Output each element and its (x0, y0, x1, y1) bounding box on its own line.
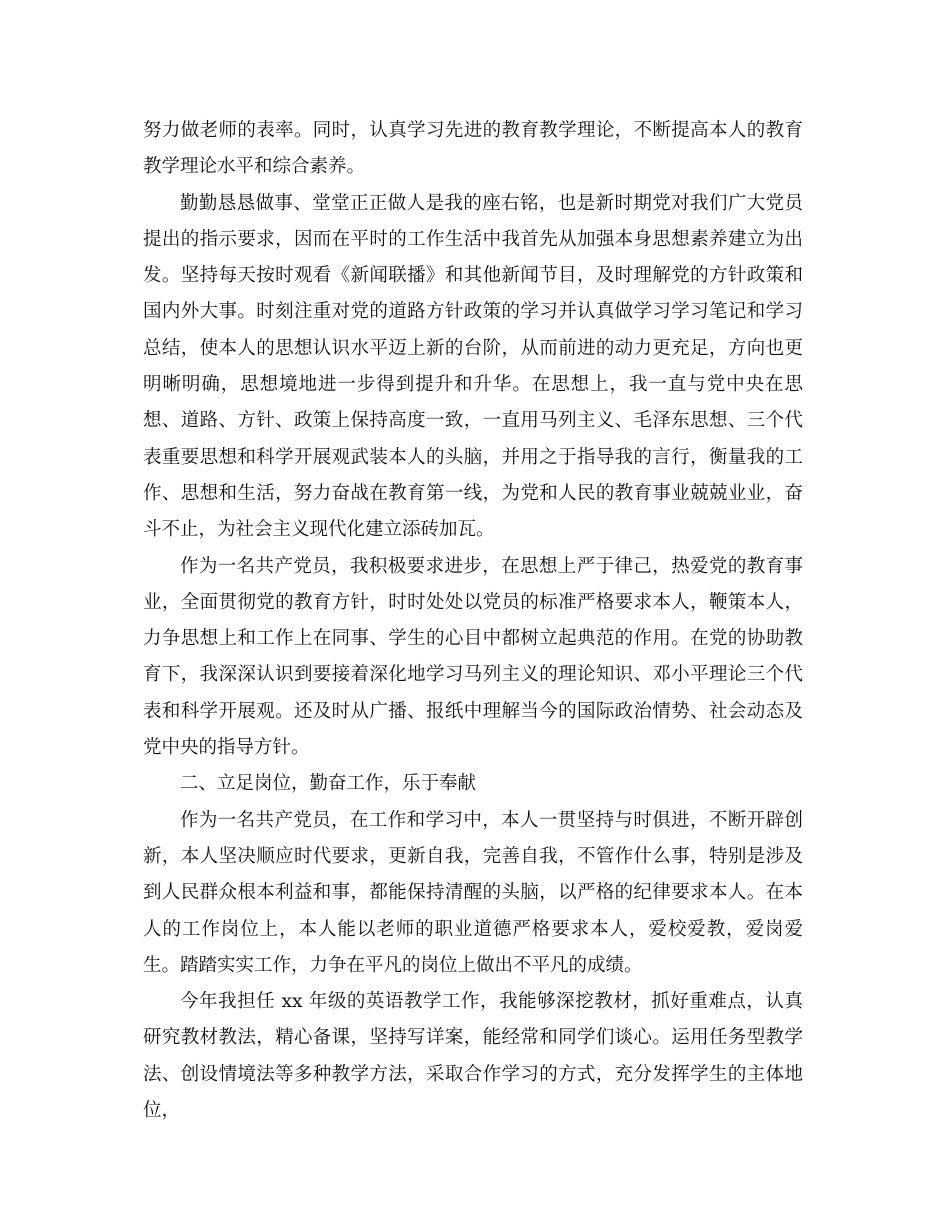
section-heading: 二、立足岗位，勤奋工作，乐于奉献 (180, 773, 477, 795)
paragraph-motto: 勤勤恳恳做事、堂堂正正做人是我的座右铭，也是新时期党对我们广大党员提出的指示要求，因而在平时的工作生活中我首先从加强本身思想素养建立为出发。坚持每天按时观看《新闻联播》和其他新闻节目，及时理解党的方针政策和国内外大事。时刻注重对党的道路方针政策的学习并认真做学习学习笔记和学习总结，使本人的思想认识水平迈上新的台阶，从而前进的动力更充足，方向也更明晰明确，思想境地进一步得到提升和升华。在思想上，我一直与党中央在思想、道路、方针、政策上保持高度一致，一直用马列主义、毛泽东思想、三个代表重要思想和科学开展观武装本人的头脑，并用之于指导我的言行，衡量我的工作、思想和生活，努力奋战在教育第一线，为党和人民的教育事业兢兢业业，奋斗不止，为社会主义现代化建立添砖加瓦。 (143, 192, 803, 541)
paragraph-party-member: 作为一名共产党员，我积极要求进步，在思想上严于律己，热爱党的教育事业，全面贯彻党的教育方针，时时处处以党员的标准严格要求本人，鞭策本人，力争思想上和工作上在同事、学生的心目中都树立起典范的作用。在党的协助教育下，我深深认识到要接着深化地学习马列主义的理论知识、邓小平理论三个代表和科学开展观。还及时从广播、报纸中理解当今的国际政治情势、社会动态及党中央的指导方针。 (143, 555, 803, 759)
paragraph-continued: 努力做老师的表率。同时，认真学习先进的教育教学理论，不断提高本人的教育教学理论水平和综合素养。 (143, 120, 803, 178)
paragraph-work-study: 作为一名共产党员，在工作和学习中，本人一贯坚持与时俱进，不断开辟创新，本人坚决顺应时代要求，更新自我，完善自我，不管作什么事，特别是涉及到人民群众根本利益和事，都能保持清醒的头脑，以严格的纪律要求本人。在本人的工作岗位上，本人能以老师的职业道德严格要求本人，爱校爱教，爱岗爱生。踏踏实实工作，力争在平凡的岗位上做出不平凡的成绩。 (143, 809, 803, 976)
document-body (143, 113, 803, 1129)
paragraph-teaching: 今年我担任 xx 年级的英语教学工作，我能够深挖教材，抓好重难点，认真研究教材教法，精心备课，坚持写详案，能经常和同学们谈心。运用任务型教学法、创设情境法等多种教学方法，采取合作学习的方式，充分发挥学生的主体地位， (143, 991, 803, 1122)
